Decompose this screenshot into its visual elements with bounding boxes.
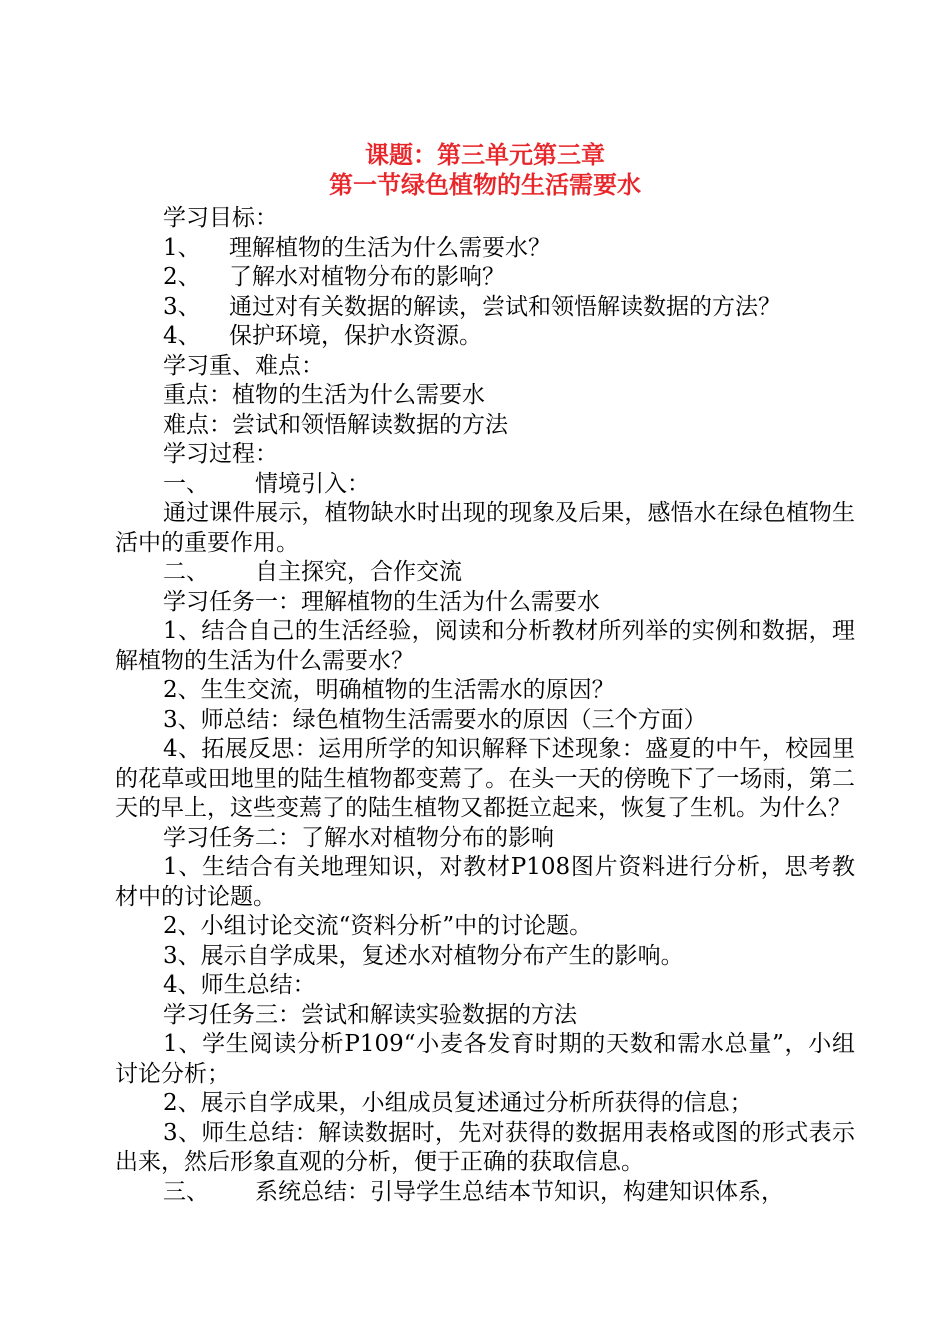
section-title: 情境引入： xyxy=(255,470,370,497)
objective-text: 理解植物的生活为什么需要水？ xyxy=(229,234,551,261)
task-item: 1、生结合有关地理知识，对教材P108图片资料进行分析，思考教材中的讨论题。 xyxy=(115,854,855,910)
task-item: 2、展示自学成果，小组成员复述通过分析所获得的信息； xyxy=(163,1090,753,1116)
document-body xyxy=(115,204,855,1207)
objective-item xyxy=(115,322,855,352)
task-item: 1、结合自己的生活经验，阅读和分析教材所列举的实例和数据，理解植物的生活为什么需要水？ xyxy=(115,618,855,674)
key-point: 重点：植物的生活为什么需要水 xyxy=(163,382,485,408)
task-item: 3、师总结：绿色植物生活需要水的原因（三个方面） xyxy=(163,706,707,733)
lesson-title-line-1: 课题：第三单元第三章 xyxy=(365,140,605,169)
objective-text: 了解水对植物分布的影响？ xyxy=(229,264,505,290)
objective-item xyxy=(115,293,855,323)
objective-number: 1、 xyxy=(163,234,201,261)
document-page xyxy=(115,140,855,1207)
objective-text: 保护环境，保护水资源。 xyxy=(229,323,482,349)
section-number: 一、 xyxy=(163,470,209,497)
task-item: 3、展示自学成果，复述水对植物分布产生的影响。 xyxy=(163,942,684,969)
task-heading: 学习任务二：了解水对植物分布的影响 xyxy=(163,824,554,851)
lesson-title xyxy=(115,140,855,200)
objective-number: 3、 xyxy=(163,293,201,320)
task-heading: 学习任务三：尝试和解读实验数据的方法 xyxy=(163,1001,577,1028)
section-heading xyxy=(115,470,855,500)
objective-item xyxy=(115,263,855,293)
difficult-point: 难点：尝试和领悟解读数据的方法 xyxy=(163,411,508,438)
section-paragraph: 通过课件展示，植物缺水时出现的现象及后果，感悟水在绿色植物生活中的重要作用。 xyxy=(115,500,855,556)
objective-number: 4、 xyxy=(163,323,201,349)
task-item: 4、师生总结： xyxy=(163,972,316,998)
objective-text: 通过对有关数据的解读，尝试和领悟解读数据的方法？ xyxy=(229,293,781,320)
section-number: 三、 xyxy=(163,1178,209,1205)
task-heading: 学习任务一：理解植物的生活为什么需要水 xyxy=(163,588,600,615)
section-title: 自主探究，合作交流 xyxy=(255,559,462,585)
task-item: 2、生生交流，明确植物的生活需水的原因？ xyxy=(163,677,615,703)
objectives-heading: 学习目标： xyxy=(163,205,278,231)
section-heading xyxy=(115,558,855,588)
task-item: 4、拓展反思：运用所学的知识解释下述现象：盛夏的中午，校园里的花草或田地里的陆生植物都变蔫了。在头一天的傍晚下了一场雨，第二天的早上，这些变蔫了的陆生植物又都挺立起来，恢复了生机。为什么？ xyxy=(115,736,855,821)
section-heading xyxy=(115,1178,855,1208)
objective-item xyxy=(115,234,855,264)
task-item: 3、师生总结：解读数据时，先对获得的数据用表格或图的形式表示出来，然后形象直观的分析，便于正确的获取信息。 xyxy=(115,1119,855,1175)
section-number: 二、 xyxy=(163,559,209,585)
lesson-title-line-2: 第一节绿色植物的生活需要水 xyxy=(329,170,641,199)
section-title: 系统总结：引导学生总结本节知识，构建知识体系， xyxy=(255,1178,784,1205)
task-item: 2、小组讨论交流“资料分析”中的讨论题。 xyxy=(163,913,593,939)
task-item: 1、学生阅读分析P109“小麦各发育时期的天数和需水总量”，小组讨论分析； xyxy=(115,1031,855,1087)
key-points-heading: 学习重、难点： xyxy=(163,352,324,379)
process-heading: 学习过程： xyxy=(163,441,278,467)
objective-number: 2、 xyxy=(163,264,201,290)
